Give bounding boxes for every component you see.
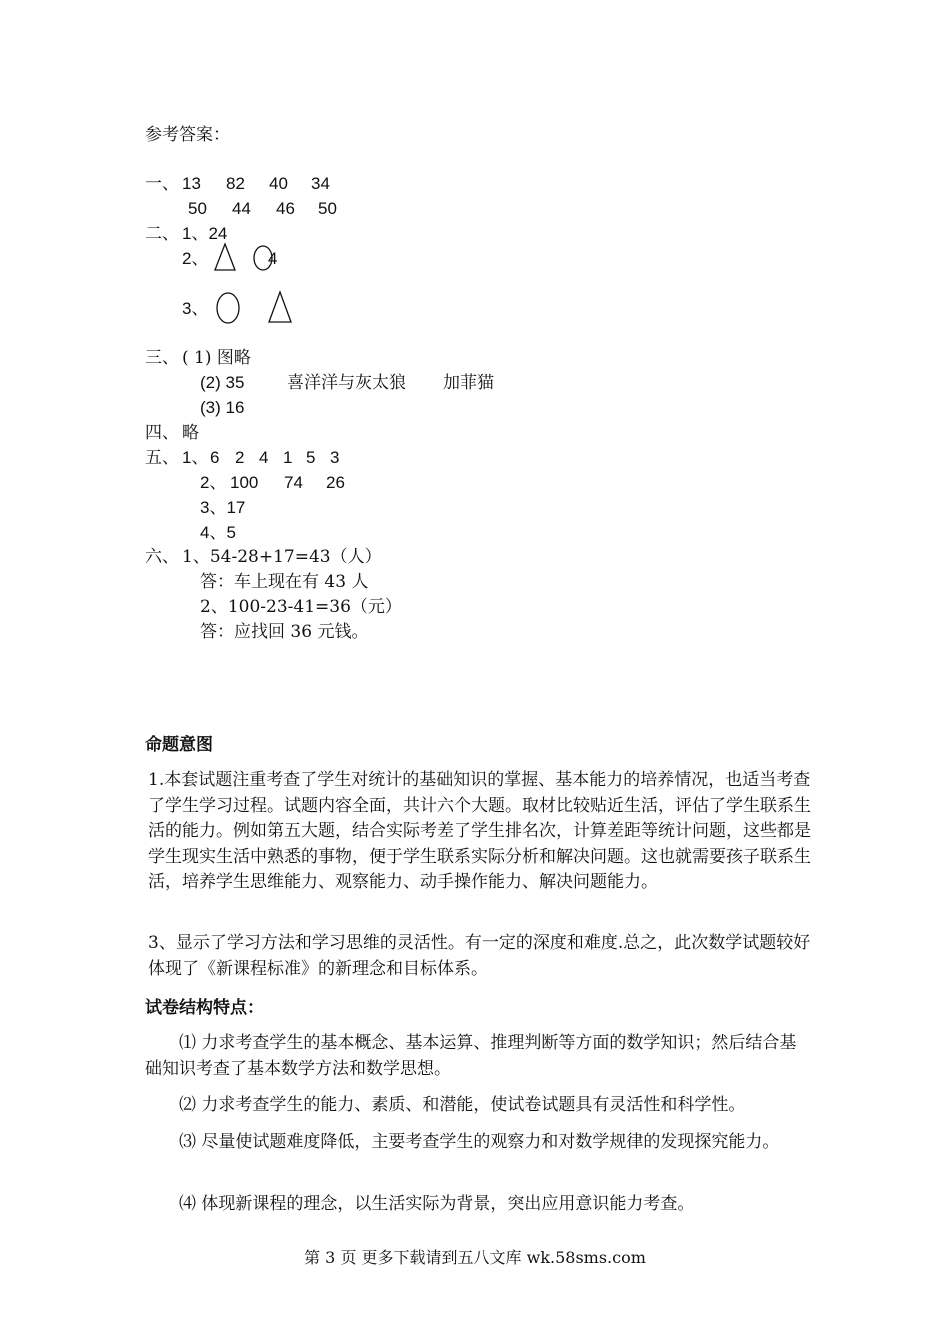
section-5-q3: 3、17 [200, 498, 246, 517]
section-5-q2-label: 2、 [200, 473, 227, 492]
section-5-q2-value: 26 [326, 473, 345, 492]
section-1-row2-value: 50 [188, 199, 207, 218]
section-1-row2-value: 50 [318, 199, 337, 218]
section-2-q2-label: 2、 [182, 249, 209, 268]
structure-heading: 试卷结构特点： [145, 998, 264, 1018]
section-5-q4: 4、5 [200, 523, 236, 542]
section-5-q1-value: 5 [306, 448, 316, 467]
section-6-a2: 答：应找回 36 元钱。 [200, 622, 369, 642]
section-6-q1: 1、54-28+17=43（人） [182, 547, 382, 567]
section-6-label: 六、 [145, 547, 179, 567]
intent-heading: 命题意图 [145, 735, 213, 755]
section-5-q2-value: 74 [284, 473, 303, 492]
section-3-label: 三、 [145, 348, 179, 368]
section-1-row1-value: 34 [311, 174, 330, 193]
section-2-label: 二、 [145, 224, 179, 244]
ellipse-shape [216, 292, 242, 324]
section-5-q1-value: 3 [330, 448, 340, 467]
section-5-q1-label: 1、 [182, 448, 209, 467]
section-4-text: 略 [182, 423, 199, 443]
structure-item: ⑶ 尽量使试题难度降低，主要考查学生的观察力和对数学规律的发现探究能力。 [179, 1132, 780, 1152]
structure-item: ⑴ 力求考查学生的基本概念、基本运算、推理判断等方面的数学知识；然后结合基础知识考查了基本数学方法和数学思想。 [145, 1033, 797, 1079]
section-1-row1-value: 40 [269, 174, 288, 193]
section-5-q1-value: 1 [283, 448, 293, 467]
section-5-q1-value: 4 [259, 448, 269, 467]
triangle-shape [268, 291, 292, 323]
triangle-shape [214, 243, 236, 271]
section-1-row1-value: 82 [226, 174, 245, 193]
section-2-q1: 1、24 [182, 224, 228, 243]
section-2-q2-fragment: 4 [268, 249, 278, 268]
structure-item: ⑷ 体现新课程的理念，以生活实际为背景，突出应用意识能力考查。 [179, 1194, 695, 1214]
section-5-q2-value: 100 [230, 473, 259, 492]
section-3-q2-name1: 喜洋洋与灰太狼 [287, 373, 406, 393]
section-1-row2-value: 46 [276, 199, 295, 218]
section-5-q1-value: 2 [235, 448, 245, 467]
section-3-q3: (3) 16 [200, 398, 245, 417]
answers-heading: 参考答案： [145, 125, 230, 145]
page-footer: 第 3 页 更多下载请到五八文库 wk.58sms.com [304, 1248, 646, 1267]
section-5-q1-value: 6 [210, 448, 220, 467]
section-6-q2: 2、100-23-41=36（元） [200, 597, 402, 617]
intent-paragraph-1: 1.本套试题注重考查了学生对统计的基础知识的掌握、基本能力的培养情况，也适当考查了学生学习过程。试题内容全面，共计六个大题。取材比较贴近生活，评估了学生联系生活的能力。例如第五大题，结合实际考差了学生排名次，计算差距等统计问题，这些都是学生现实生活中熟悉的事物，便于学生联系实际分析和解决问题。这也就需要孩子联系生活，培养学生思维能力、观察能力、动手操作能力、解决问题能力。 [148, 770, 811, 892]
section-1-label: 一、 [145, 174, 179, 194]
intent-paragraph-3: 3、显示了学习方法和学习思维的灵活性。有一定的深度和难度.总之，此次数学试题较好体现了《新课程标准》的新理念和目标体系。 [148, 933, 811, 979]
section-6-a1: 答：车上现在有 43 人 [200, 572, 369, 592]
section-1-row2-value: 44 [232, 199, 251, 218]
section-2-q3-label: 3、 [182, 299, 209, 318]
section-4-label: 四、 [145, 423, 179, 443]
section-3-q2-name2: 加菲猫 [443, 373, 494, 393]
section-3-q2-number: (2) 35 [200, 373, 245, 392]
section-1-row1-value: 13 [182, 174, 201, 193]
structure-item: ⑵ 力求考查学生的能力、素质、和潜能，使试卷试题具有灵活性和科学性。 [179, 1095, 746, 1115]
section-5-label: 五、 [145, 448, 179, 468]
section-3-q1: ( 1) 图略 [182, 348, 251, 368]
